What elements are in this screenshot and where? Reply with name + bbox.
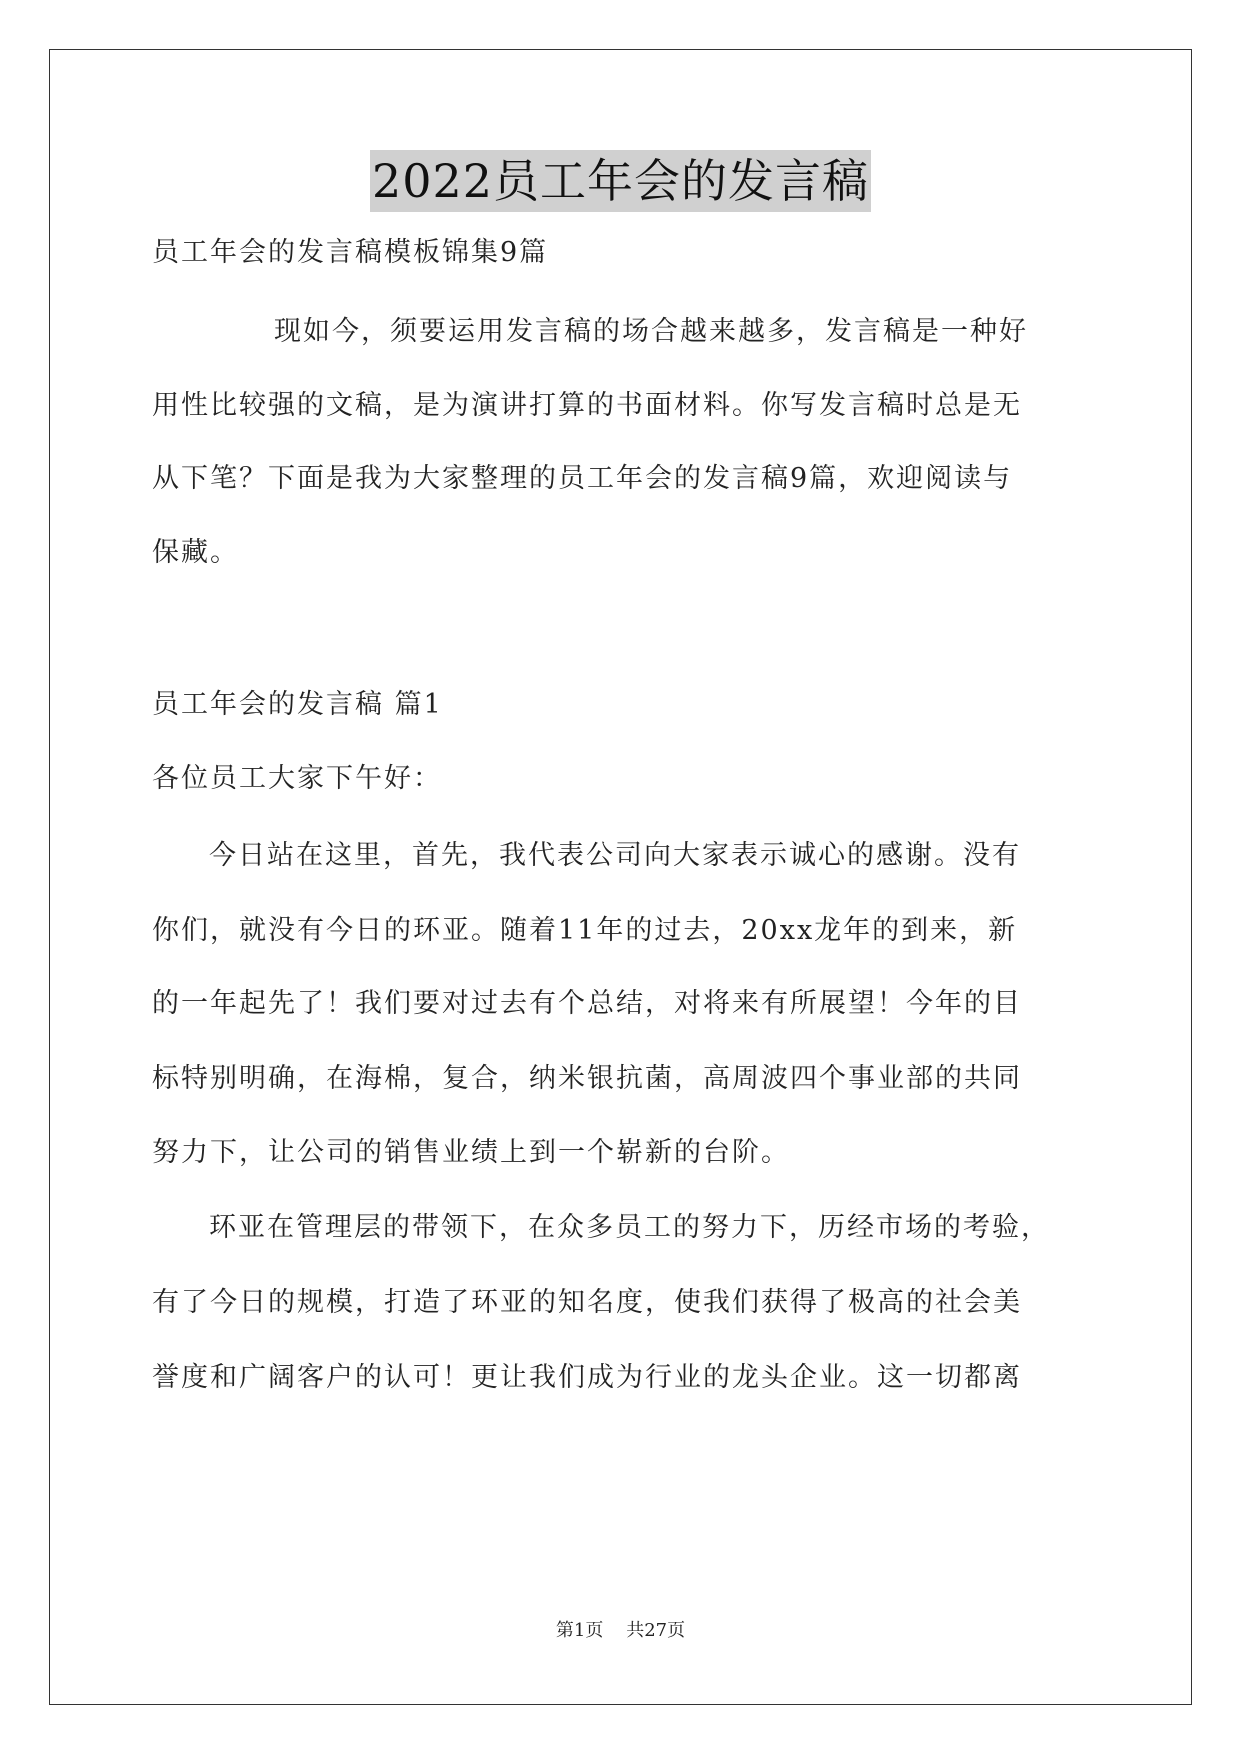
page-border bbox=[49, 49, 1192, 1705]
paragraph-line: 今日站在这里，首先，我代表公司向大家表示诚心的感谢。没有 bbox=[209, 840, 1021, 871]
title-container bbox=[0, 150, 1241, 212]
paragraph-line: 努力下，让公司的销售业绩上到一个崭新的台阶。 bbox=[152, 1137, 790, 1168]
page-number: 第1页 bbox=[555, 1620, 604, 1641]
paragraph-line: 有了今日的规模，打造了环亚的知名度，使我们获得了极高的社会美 bbox=[152, 1287, 1022, 1318]
intro-line: 保藏。 bbox=[152, 537, 239, 568]
intro-line: 用性比较强的文稿，是为演讲打算的书面材料。你写发言稿时总是无 bbox=[152, 390, 1022, 421]
paragraph-line: 你们，就没有今日的环亚。随着11年的过去，20xx龙年的到来，新 bbox=[152, 915, 1018, 946]
document-title: 2022员工年会的发言稿 bbox=[370, 150, 871, 212]
document-subtitle: 员工年会的发言稿模板锦集9篇 bbox=[152, 237, 549, 268]
page-total: 共27页 bbox=[626, 1620, 686, 1641]
paragraph-line: 的一年起先了！我们要对过去有个总结，对将来有所展望！今年的目 bbox=[152, 988, 1022, 1019]
paragraph-line: 誉度和广阔客户的认可！更让我们成为行业的龙头企业。这一切都离 bbox=[152, 1362, 1022, 1393]
page-footer bbox=[0, 1616, 1241, 1642]
greeting: 各位员工大家下午好： bbox=[152, 763, 442, 794]
intro-line: 现如今，须要运用发言稿的场合越来越多，发言稿是一种好 bbox=[274, 316, 1028, 347]
section-heading: 员工年会的发言稿 篇1 bbox=[152, 689, 443, 720]
paragraph-line: 环亚在管理层的带领下，在众多员工的努力下，历经市场的考验， bbox=[209, 1212, 1050, 1243]
intro-line: 从下笔？下面是我为大家整理的员工年会的发言稿9篇，欢迎阅读与 bbox=[152, 463, 1013, 494]
paragraph-line: 标特别明确，在海棉，复合，纳米银抗菌，高周波四个事业部的共同 bbox=[152, 1063, 1022, 1094]
